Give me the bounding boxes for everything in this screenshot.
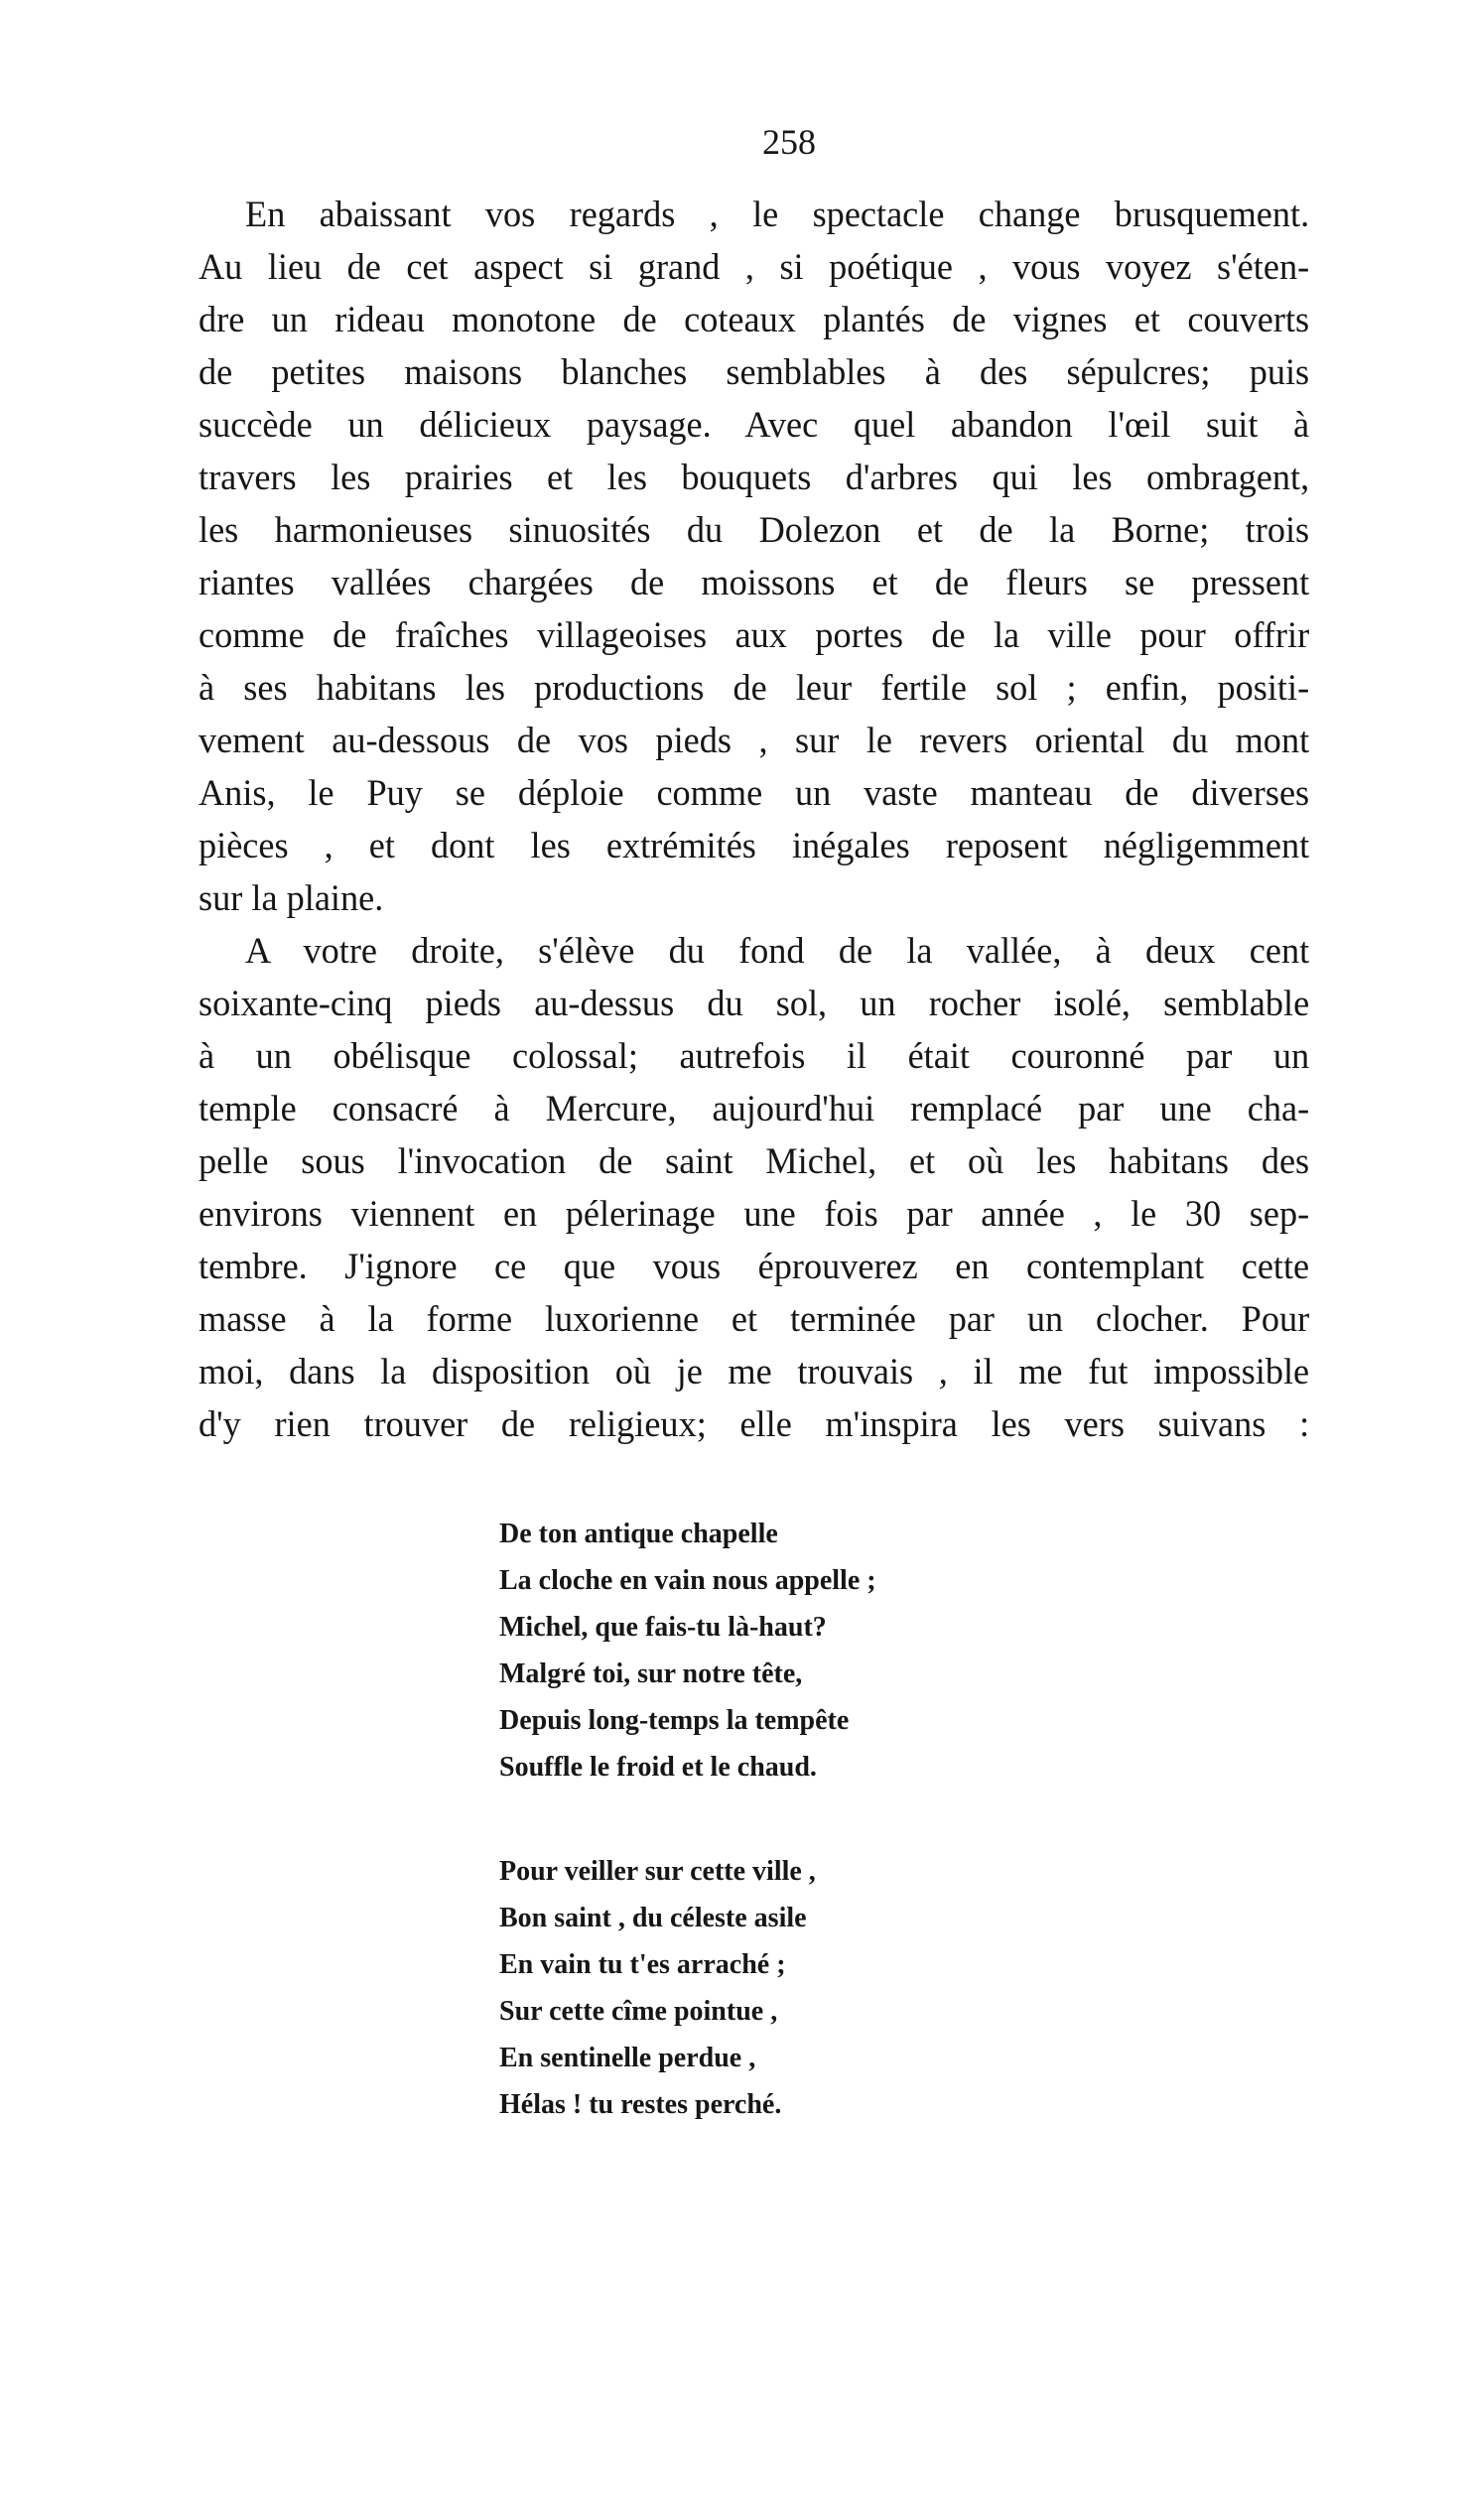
text-line: masse à la forme luxorienne et terminée par un clocher. Pour bbox=[199, 1299, 1310, 1340]
text-line: riantes vallées chargées de moissons et de fleurs se pressent bbox=[199, 563, 1310, 603]
verse-line: De ton antique chapelle bbox=[499, 1519, 778, 1549]
text-line: les harmonieuses sinuosités du Dolezon et de la Borne; trois bbox=[199, 510, 1310, 551]
verse-line: Bon saint , du céleste asile bbox=[499, 1903, 807, 1933]
poem-stanza-2 bbox=[499, 1848, 1095, 2128]
text-line: sur la plaine. bbox=[199, 878, 384, 919]
paragraph-2 bbox=[199, 925, 1332, 1451]
text-line: pelle sous l'invocation de saint Michel, et où les habitans des bbox=[199, 1141, 1310, 1182]
body-text bbox=[199, 189, 1332, 1451]
poem-stanza-1 bbox=[499, 1511, 1095, 1791]
text-line: Au lieu de cet aspect si grand , si poétique , vous voyez s'éten- bbox=[199, 247, 1310, 288]
verse-line: Depuis long-temps la tempête bbox=[499, 1705, 850, 1736]
text-line: d'y rien trouver de religieux; elle m'inspira les vers suivans : bbox=[199, 1404, 1310, 1445]
text-line: vement au-dessous de vos pieds , sur le revers oriental du mont bbox=[199, 721, 1310, 761]
verse-line: Malgré toi, sur notre tête, bbox=[499, 1658, 803, 1689]
text-line: travers les prairies et les bouquets d'arbres qui les ombragent, bbox=[199, 458, 1310, 498]
text-line: En abaissant vos regards , le spectacle change brusquement. bbox=[245, 195, 1310, 235]
verse-line: En sentinelle perdue , bbox=[499, 2043, 756, 2073]
text-line: moi, dans la disposition où je me trouvais , il me fut impossible bbox=[199, 1352, 1310, 1393]
text-line: de petites maisons blanches semblables à des sépulcres; puis bbox=[199, 352, 1310, 393]
text-line: à un obélisque colossal; autrefois il était couronné par un bbox=[199, 1036, 1310, 1077]
verse-line: Hélas ! tu restes perché. bbox=[499, 2089, 782, 2120]
verse-line: Michel, que fais-tu là-haut? bbox=[499, 1612, 827, 1643]
verse-line: Pour veiller sur cette ville , bbox=[499, 1856, 816, 1887]
text-line: tembre. J'ignore ce que vous éprouverez en contemplant cette bbox=[199, 1247, 1310, 1287]
text-line: environs viennent en pélerinage une fois par année , le 30 sep- bbox=[199, 1194, 1310, 1235]
text-line: A votre droite, s'élève du fond de la vallée, à deux cent bbox=[245, 931, 1310, 972]
verse-line: Sur cette cîme pointue , bbox=[499, 1996, 778, 2027]
verse-line: La cloche en vain nous appelle ; bbox=[499, 1565, 876, 1596]
text-line: succède un délicieux paysage. Avec quel abandon l'œil suit à bbox=[199, 405, 1310, 446]
text-line: temple consacré à Mercure, aujourd'hui remplacé par une cha- bbox=[199, 1089, 1310, 1129]
page-number: 258 bbox=[762, 122, 816, 162]
verse-line: Souffle le froid et le chaud. bbox=[499, 1752, 817, 1783]
verse-line: En vain tu t'es arraché ; bbox=[499, 1949, 786, 1980]
text-line: comme de fraîches villageoises aux portes de la ville pour offrir bbox=[199, 615, 1310, 656]
text-line: pièces , et dont les extrémités inégales reposent négligemment bbox=[199, 826, 1310, 866]
text-line: soixante-cinq pieds au-dessus du sol, un rocher isolé, semblable bbox=[199, 984, 1310, 1024]
text-line: à ses habitans les productions de leur fertile sol ; enfin, positi- bbox=[199, 668, 1310, 709]
text-line: dre un rideau monotone de coteaux plantés de vignes et couverts bbox=[199, 300, 1310, 340]
paragraph-1 bbox=[199, 189, 1332, 925]
text-line: Anis, le Puy se déploie comme un vaste manteau de diverses bbox=[199, 773, 1310, 814]
